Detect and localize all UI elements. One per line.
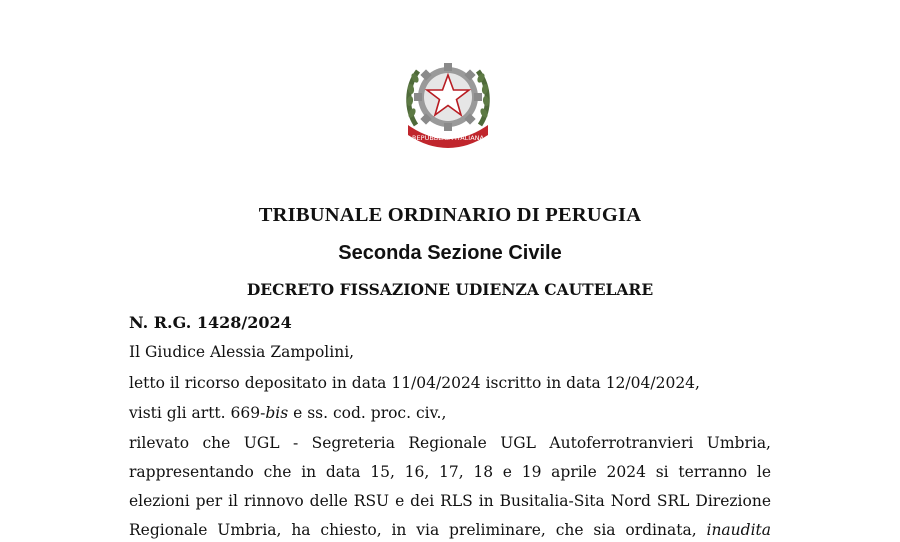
visti-pre: visti gli artt. 669- (129, 404, 266, 422)
decree-title: DECRETO FISSAZIONE UDIENZA CAUTELARE (246, 280, 654, 299)
regionale-italic: inaudita (706, 521, 771, 539)
regionale-pre: Regionale Umbria, ha chiesto, in via preliminare, che sia ordinata, (129, 521, 707, 539)
republic-emblem-icon (402, 55, 494, 150)
visti-post: e ss. cod. proc. civ., (288, 404, 447, 422)
read-line: letto il ricorso depositato in data 11/04/2024 iscritto in data 12/04/2024, (129, 374, 700, 392)
case-number: N. R.G. 1428/2024 (129, 313, 292, 332)
svg-text:REPUBBLICA ITALIANA: REPUBBLICA ITALIANA (412, 134, 484, 142)
visti-italic: bis (265, 404, 289, 422)
elezioni-line: elezioni per il rinnovo delle RSU e dei RLS in Busitalia-Sita Nord SRL Direzione (129, 492, 771, 510)
visti-line (129, 404, 446, 422)
court-title: TRIBUNALE ORDINARIO DI PERUGIA (258, 204, 642, 226)
judge-line: Il Giudice Alessia Zampolini, (129, 343, 355, 361)
regionale-line (129, 521, 771, 539)
section-title: Seconda Sezione Civile (338, 242, 562, 264)
rappresentando-line: rappresentando che in data 15, 16, 17, 18 e 19 aprile 2024 si terranno le (129, 463, 771, 481)
rilevato-line: rilevato che UGL - Segreteria Regionale UGL Autoferrotranvieri Umbria, (129, 434, 771, 452)
